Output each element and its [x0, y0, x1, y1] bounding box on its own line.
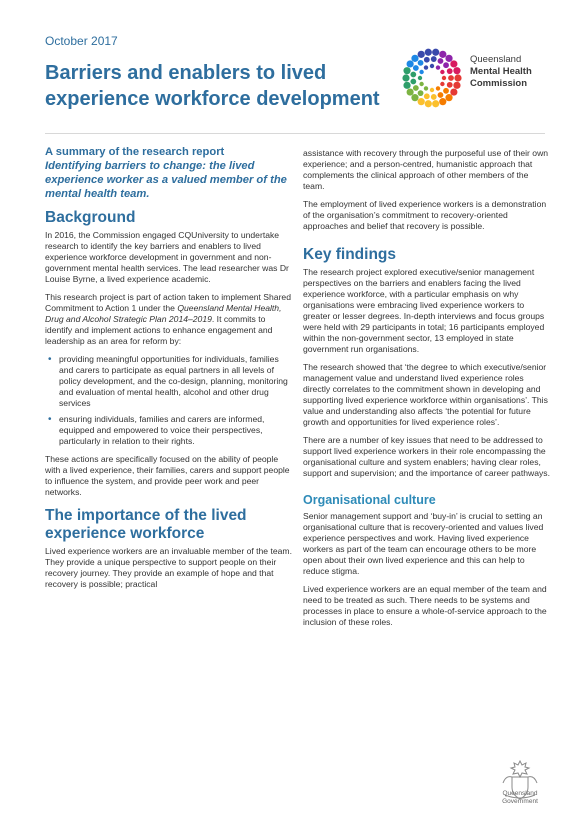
- logo-dot: [432, 49, 439, 56]
- logo-dot: [418, 60, 424, 66]
- report-date: October 2017: [45, 34, 118, 48]
- background-p2-text-b: . It commits to identify and implement actions to enhance engagement and leadership as an area for reform by:: [45, 314, 273, 346]
- queensland-government-wordmark: [493, 790, 547, 806]
- logo-dot: [443, 62, 449, 68]
- logo-dot: [430, 88, 434, 92]
- culture-paragraph-1: Senior management support and ‘buy-in’ is crucial to setting an organisational culture that is recovery-oriented and values lived experience perspectives and work. Having lived experience workers as part of the team can encourage others to be more open about their own lived experience and this can help to reduce stigma.: [303, 511, 544, 576]
- logo-dot: [403, 82, 410, 89]
- logo-dot: [425, 100, 432, 107]
- logo-dot: [445, 94, 452, 101]
- logo-dot: [402, 74, 409, 81]
- background-p2-text-a: This research project is part of action taken to implement Shared Commitment to Action 1 under the: [45, 292, 291, 313]
- background-paragraph-1: In 2016, the Commission engaged CQUniversity to undertake research to identify the key barriers and enablers to lived experience workforce development in government and non-government mental health services. The lead researcher was Dr Louise Byrne, a lived experience academic.: [45, 230, 289, 284]
- government-line-2: Government: [502, 798, 538, 805]
- logo-dot: [439, 51, 446, 58]
- logo-dot: [410, 79, 416, 85]
- background-paragraph-3: These actions are specifically focused on the ability of people with a lived experience, their families, carers and support people to influence the system, and provide peer work and peer networks.: [45, 454, 290, 497]
- logo-dot: [425, 49, 432, 56]
- right-column: [303, 132, 551, 635]
- logo-dot: [453, 67, 460, 74]
- logo-dot: [440, 82, 444, 86]
- logo-dot: [413, 65, 419, 71]
- reform-bullet-list: [45, 354, 293, 447]
- summary-report-title: Identifying barriers to change: the lived experience worker as a valued member of the mental health team.: [45, 160, 287, 200]
- findings-paragraph-2: The research showed that ‘the degree to which executive/senior management value and understand lived experience roles directly correlates to the commitment shown in developing and supporting lived experience workforce within organisations’. This value and understanding also affects ‘the potential for future growth and opportunities for lived experience roles’.: [303, 362, 548, 427]
- logo-dot: [439, 98, 446, 105]
- logo-dot: [450, 88, 457, 95]
- report-title: Barriers and enablers to lived experience workforce development: [45, 62, 380, 110]
- summary-block: [45, 145, 293, 201]
- left-column: [45, 145, 293, 597]
- importance-paragraph-1-continued: assistance with recovery through the purposeful use of their own experience; and a person-centred, humanistic approach that complements the clinical approach of other members of the team.: [303, 148, 549, 191]
- logo-dot: [438, 58, 444, 64]
- logo-dot: [403, 67, 410, 74]
- logo-dot: [419, 70, 423, 74]
- logo-dot: [440, 70, 444, 74]
- government-line-1: Queensland: [502, 790, 538, 797]
- logo-dot: [411, 55, 418, 62]
- logo-line-3: Commission: [470, 78, 528, 89]
- logo-dot: [418, 51, 425, 58]
- logo-dot: [413, 85, 419, 91]
- logo-dot: [436, 65, 440, 69]
- strategic-plan-title: Queensland Mental Health, Drug and Alcohol Strategic Plan 2014–2019: [45, 303, 282, 324]
- logo-dot: [418, 98, 425, 105]
- logo-dot: [418, 90, 424, 96]
- logo-dot: [424, 57, 430, 63]
- logo-dot: [454, 74, 461, 81]
- logo-dot: [407, 88, 414, 95]
- logo-dot: [411, 94, 418, 101]
- logo-dot: [438, 92, 444, 98]
- logo-dot: [424, 65, 428, 69]
- logo-dot: [443, 88, 449, 94]
- logo-dot: [436, 86, 440, 90]
- list-item: • ensuring individuals, families and carers are informed, equipped and empowered to voice their perspectives, particularly in relation to their rights.: [59, 414, 293, 447]
- logo-dot: [432, 100, 439, 107]
- logo-dot: [431, 56, 437, 62]
- logo-line-2: Mental Health: [470, 66, 532, 77]
- logo-dot: [419, 82, 423, 86]
- findings-paragraph-1: The research project explored executive/senior management perspectives on the barriers and enablers facing the lived experience workforce, with a particular emphasis on why organisations were embracing lived experience workers to greater or lesser degrees. In-depth interviews and focus groups were held with 29 participants in total; 16 participants employed within the non-government sector, 13 employed in state government run organisations.: [303, 267, 545, 354]
- logo-dot: [447, 82, 453, 88]
- logo-dot: [442, 76, 446, 80]
- importance-heading: The importance of the lived experience workforce: [45, 507, 247, 542]
- findings-paragraph-3: There are a number of key issues that need to be addressed to support lived experience workers in their role encompassing the organisational culture and system enablers; having clear roles, support and supervision; and the importance of career pathways.: [303, 435, 550, 478]
- logo-dot: [445, 55, 452, 62]
- background-heading: Background: [45, 209, 136, 226]
- commission-logo-icon: [402, 48, 462, 108]
- logo-dot: [424, 93, 430, 99]
- summary-prefix: A summary of the research report: [45, 146, 225, 158]
- key-findings-heading: Key findings: [303, 246, 397, 263]
- logo-dot: [431, 94, 437, 100]
- logo-dot: [410, 72, 416, 78]
- logo-dot: [450, 60, 457, 67]
- importance-paragraph-2: The employment of lived experience workers is a demonstration of the organisation’s commitment to recovery-oriented approaches and belief that recovery is possible.: [303, 199, 547, 231]
- logo-dot: [407, 60, 414, 67]
- qmhc-logo: [402, 48, 542, 110]
- logo-dot: [430, 64, 434, 68]
- logo-dot: [453, 82, 460, 89]
- logo-dot: [418, 76, 422, 80]
- logo-dot: [447, 68, 453, 74]
- background-paragraph-2: [45, 292, 293, 347]
- logo-dot: [424, 86, 428, 90]
- importance-paragraph-1: Lived experience workers are an invaluable member of the team. They provide a unique perspective to support people on their recovery journey. They provide an example of hope and that recovery is possible; practical: [45, 546, 292, 589]
- logo-line-1: Queensland: [470, 54, 522, 65]
- culture-paragraph-2: Lived experience workers are an equal member of the team and need to be treated as such. There needs to be systems and processes in place to ensure a whole-of-service approach to the inclusion of these roles.: [303, 584, 547, 627]
- list-item: • providing meaningful opportunities for individuals, families and carers to participate as equal partners in all levels of policy development, and the co-design, planning, monitoring and evaluation of mental health, alcohol and other drug services: [59, 354, 293, 409]
- logo-dot: [448, 75, 454, 81]
- organisational-culture-heading: Organisational culture: [303, 493, 436, 507]
